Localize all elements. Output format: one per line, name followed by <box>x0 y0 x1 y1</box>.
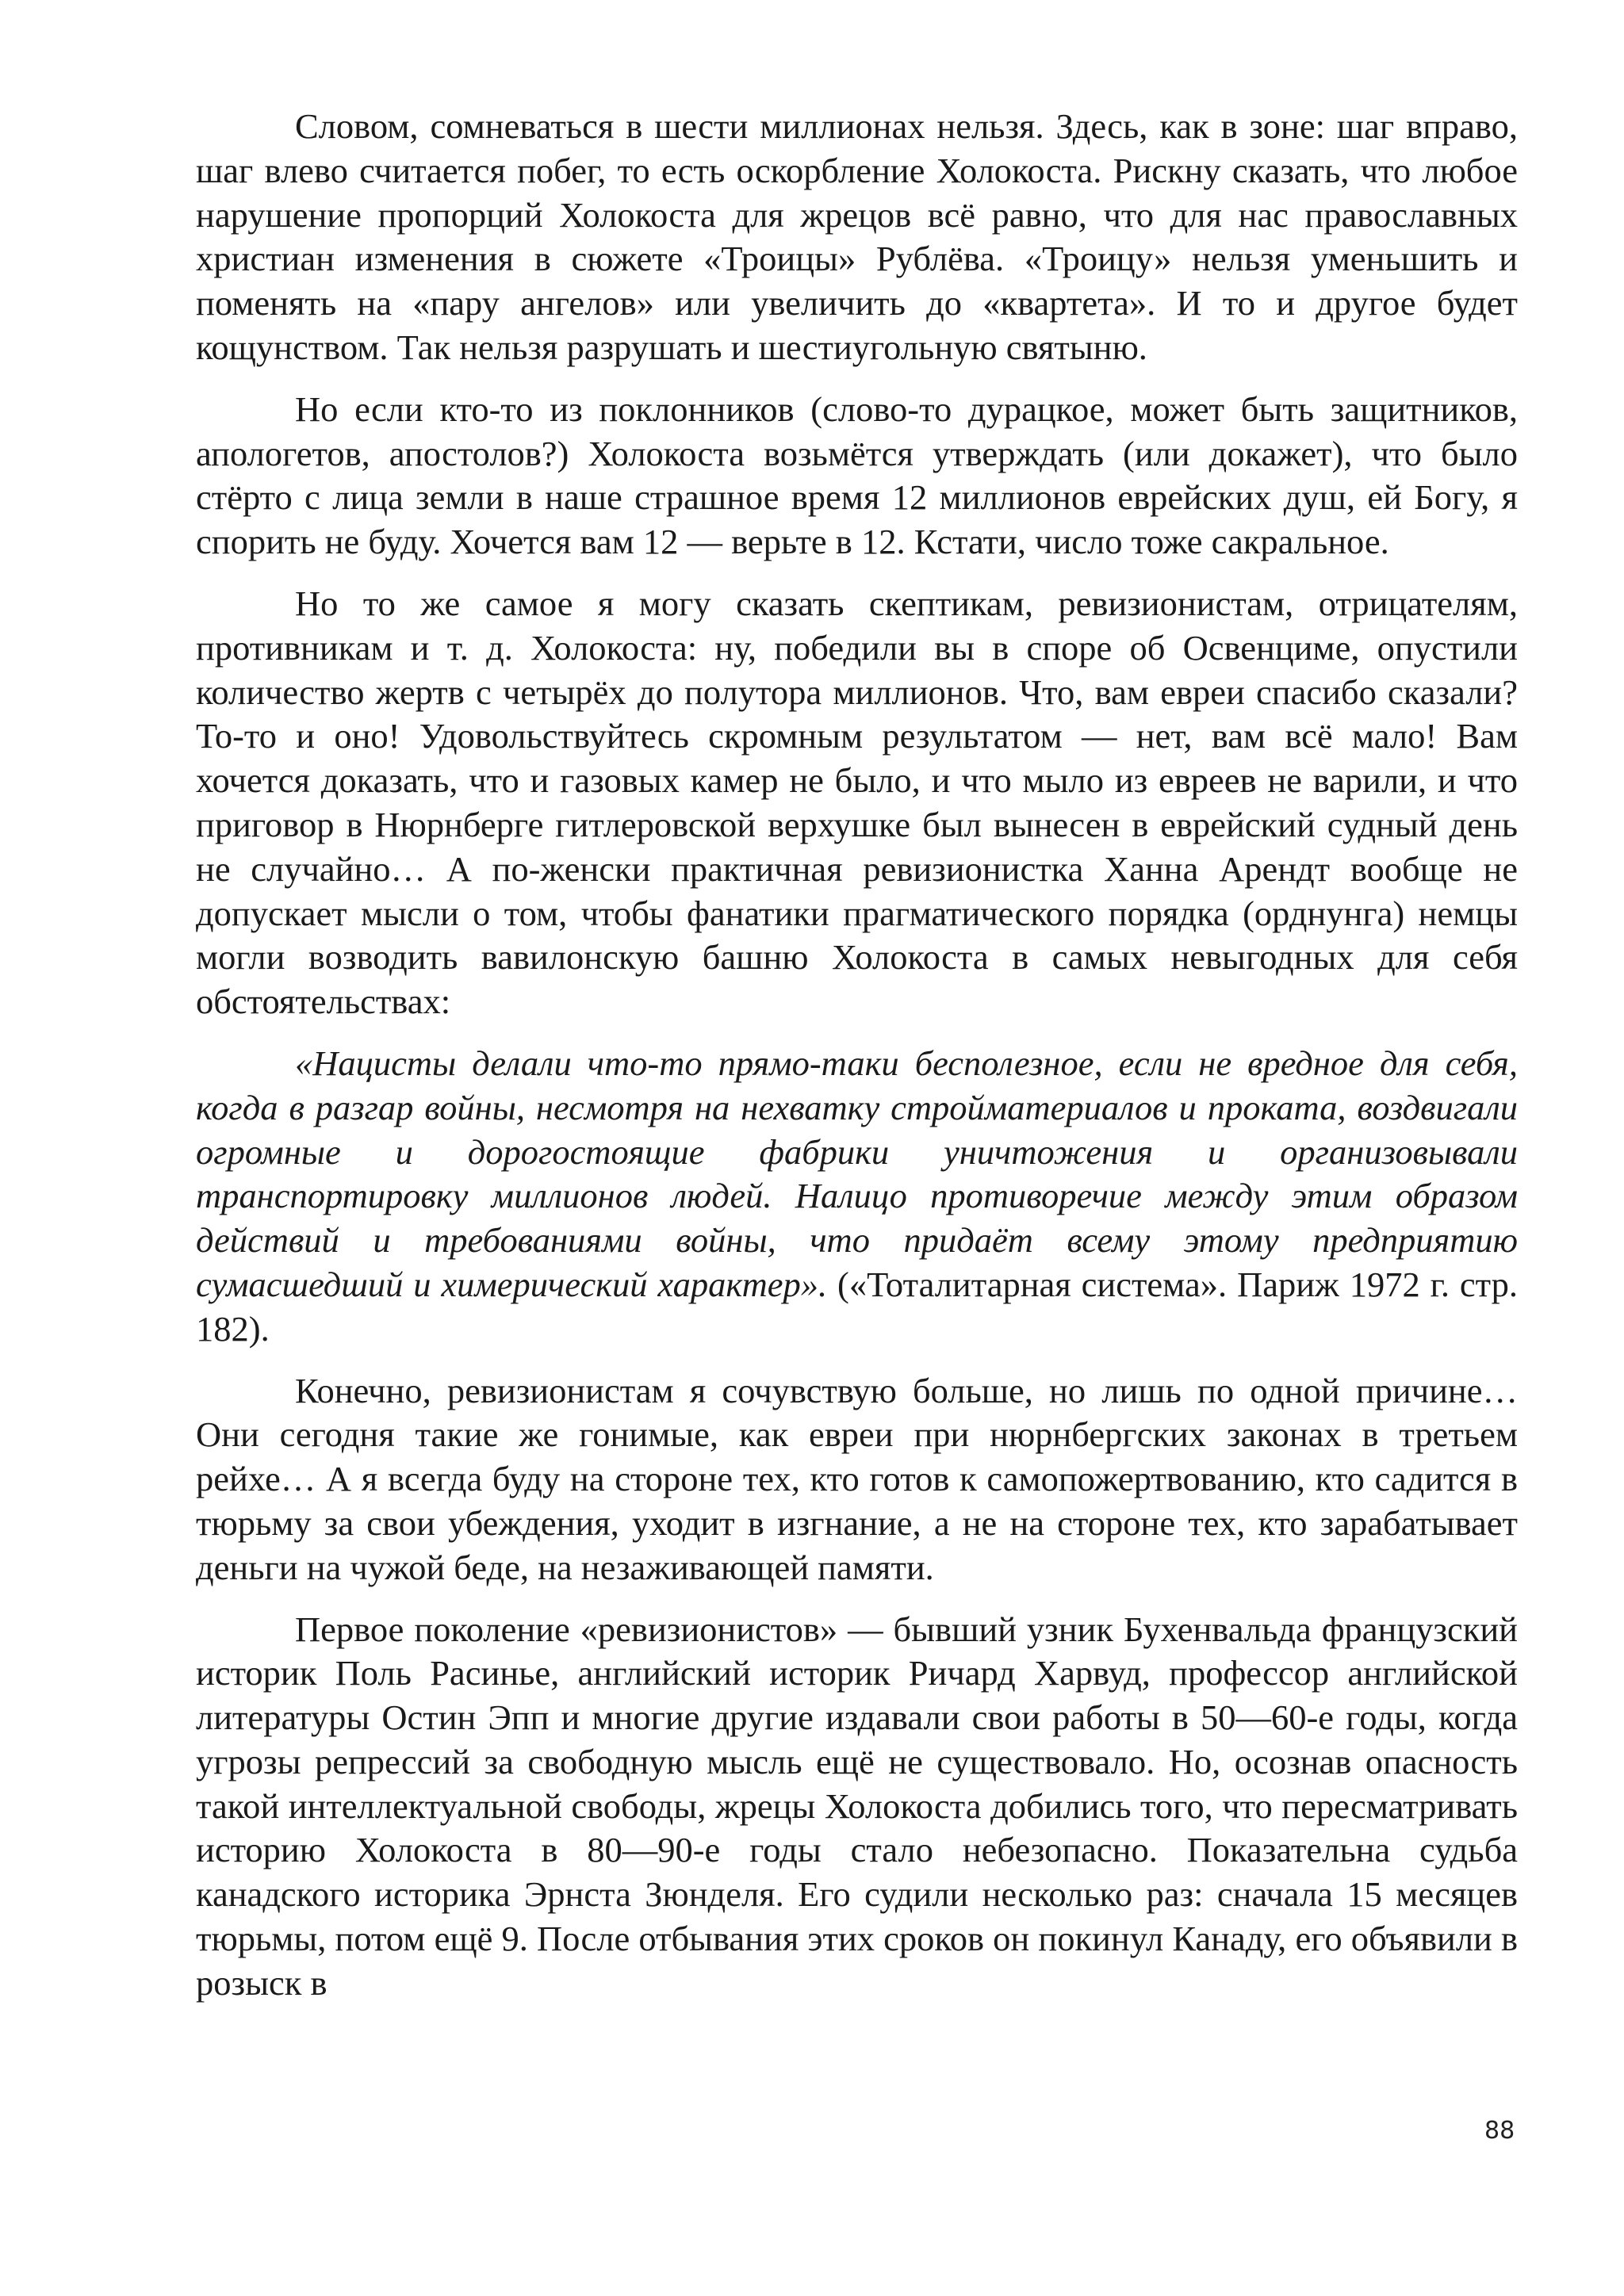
paragraph: Конечно, ревизионистам я сочувствую больше, но лишь по одной причине… Они сегодня такие же гонимые, как евреи при нюрнбергских законах в третьем рейхе… А я всегда буду на стороне тех, кто готов к самопожертвованию, кто садится в тюрьму за свои убеждения, уходит в изгнание, а не на стороне тех, кто зарабатывает деньги на чужой беде, на незаживающей памяти. <box>196 1370 1518 1587</box>
page-body <box>196 105 1518 2023</box>
quote-citation: («Тоталитарная система». Париж 1972 г. стр. 182). <box>196 1264 1518 1349</box>
quote-text: «Нацисты делали что-то прямо-таки бесполезное, если не вредное для себя, когда в разгар войны, несмотря на нехватку стройматериалов и проката, воздвигали огромные и дорогостоящие фабрики уничтожения и организовывали транспортировку миллионов людей. Налицо противоречие между этим образом действий и требованиями войны, что придаёт всему этому предприятию сумасшедший и химерический характер». <box>196 1043 1518 1304</box>
paragraph: Но то же самое я могу сказать скептикам, ревизионистам, отрицателям, противникам и т. д. Холокоста: ну, победили вы в споре об Освенциме, опустили количество жертв с четырёх до полутора миллионов. Что, вам евреи спасибо сказали? То-то и оно! Удовольствуйтесь скромным результатом — нет, вам всё мало! Вам хочется доказать, что и газовых камер не было, и что мыло из евреев не варили, и что приговор в Нюрнберге гитлеровской верхушке был вынесен в еврейский судный день не случайно… А по-женски практичная ревизионистка Ханна Арендт вообще не допускает мысли о том, чтобы фанатики прагматического порядка (орднунга) немцы могли возводить вавилонскую башню Холокоста в самых невыгодных для себя обстоятельствах: <box>196 583 1518 1022</box>
paragraph: Первое поколение «ревизионистов» — бывший узник Бухенвальда французский историк Поль Расинье, английский историк Ричард Харвуд, профессор английской литературы Остин Эпп и многие другие издавали свои работы в 50—60-е годы, когда угрозы репрессий за свободную мысль ещё не существовало. Но, осознав опасность такой интеллектуальной свободы, жрецы Холокоста добились того, что пересматривать историю Холокоста в 80—90-е годы стало небезопасно. Показательна судьба канадского историка Эрнста Зюнделя. Его судили несколько раз: сначала 15 месяцев тюрьмы, потом ещё 9. После отбывания этих сроков он покинул Канаду, его объявили в розыск в <box>196 1609 1518 2003</box>
page-number: 88 <box>1484 2117 1515 2145</box>
block-quote <box>196 1042 1518 1352</box>
paragraph: Словом, сомневаться в шести миллионах нельзя. Здесь, как в зоне: шаг вправо, шаг влево считается побег, то есть оскорбление Холокоста. Рискну сказать, что любое нарушение пропорций Холокоста для жрецов всё равно, что для нас православных христиан изменения в сюжете «Троицы» Рублёва. «Троицу» нельзя уменьшить и поменять на «пару ангелов» или увеличить до «квартета». И то и другое будет кощунством. Так нельзя разрушать и шестиугольную святыню. <box>196 106 1518 367</box>
paragraph: Но если кто-то из поклонников (слово-то дурацкое, может быть защитников, апологетов, апостолов?) Холокоста возьмётся утверждать (или докажет), что было стёрто с лица земли в наше страшное время 12 миллионов еврейских душ, ей Богу, я спорить не буду. Хочется вам 12 — верьте в 12. Кстати, число тоже сакральное. <box>196 388 1518 562</box>
